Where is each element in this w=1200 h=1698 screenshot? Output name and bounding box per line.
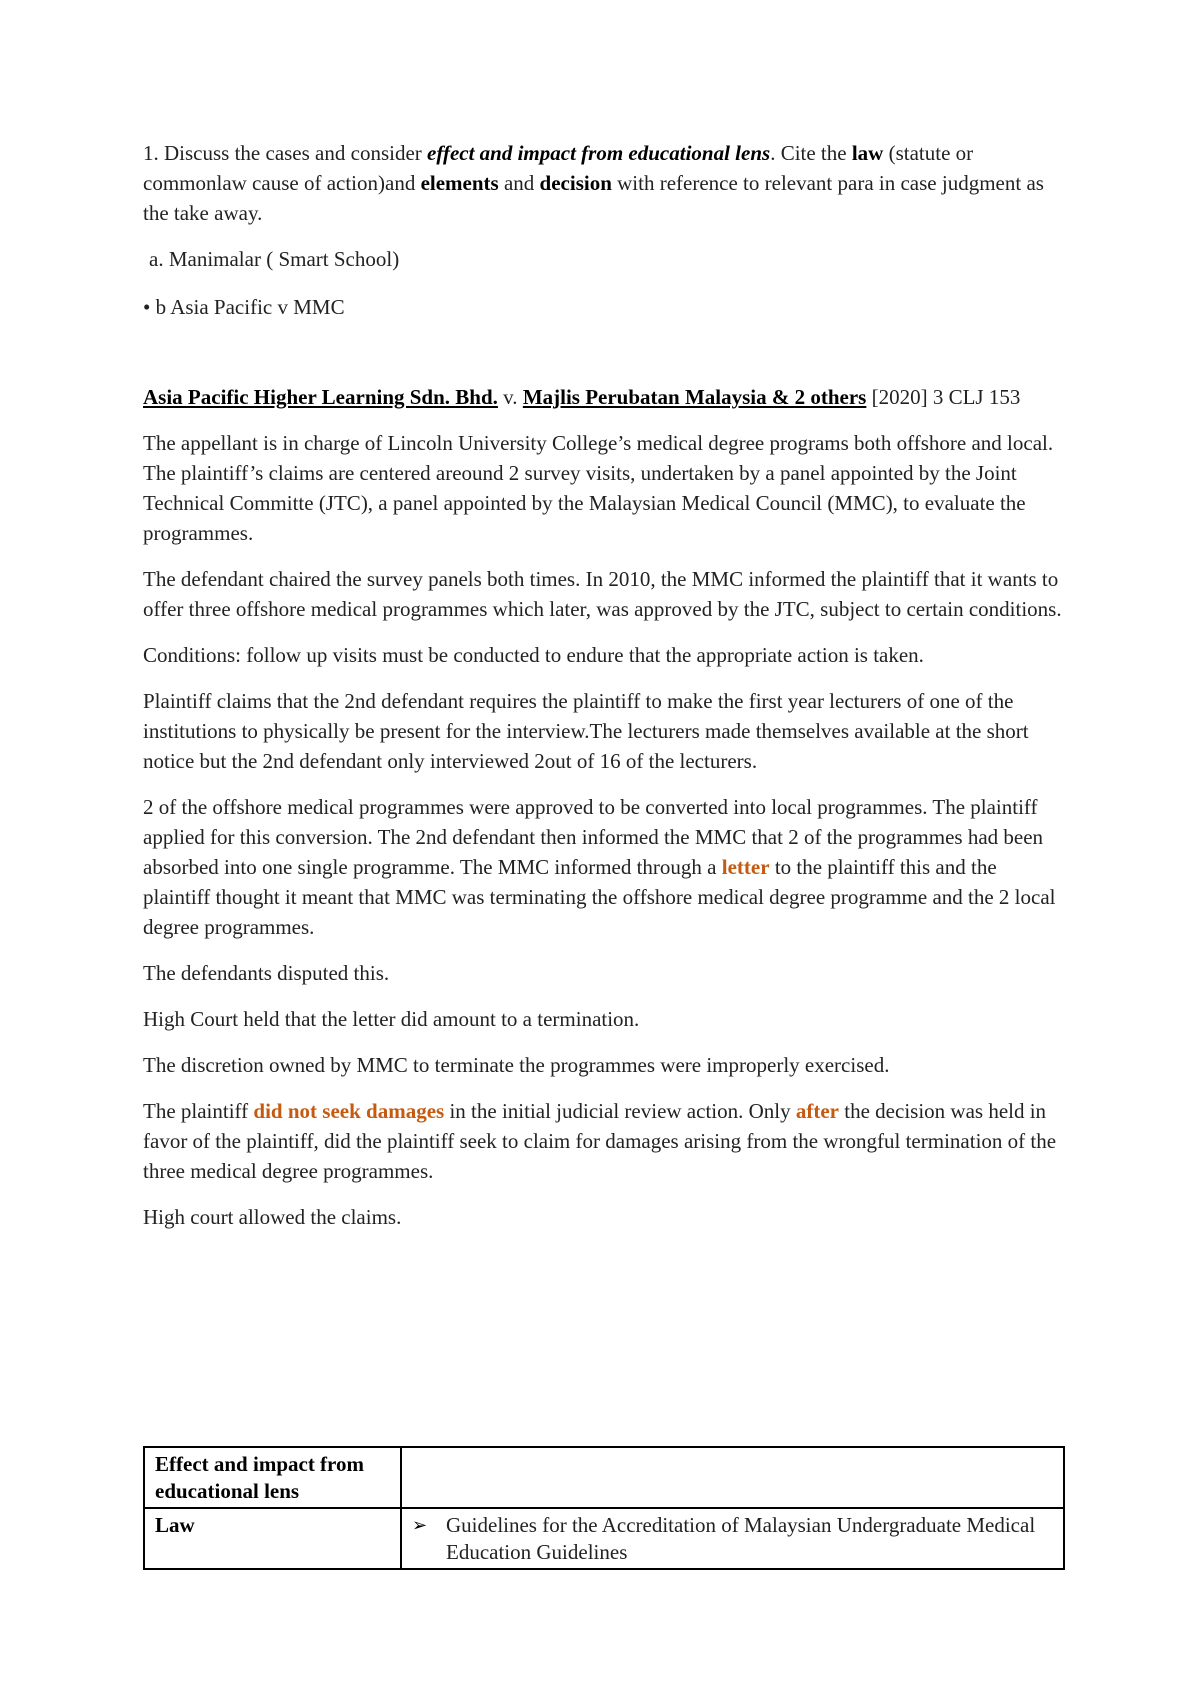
case-party-1: Asia Pacific Higher Learning Sdn. Bhd. — [143, 385, 498, 409]
table-label-effect: Effect and impact from educational lens — [144, 1447, 401, 1508]
question-paragraph: 1. Discuss the cases and consider effect and impact from educational lens. Cite the law (statute or commonlaw cause of action)and elements and decision with reference to relevant para in case judgment as the take away. — [143, 141, 1044, 225]
decision-keyword: decision — [539, 171, 612, 195]
table-row — [144, 1508, 1064, 1569]
paragraph-9: The plaintiff did not seek damages in the initial judicial review action. Only after the decision was held in favor of the plaintiff, did the plaintiff seek to claim for damages arising from the wrongful termination of the three medical degree programmes. — [143, 1099, 1057, 1183]
paragraph-1: The appellant is in charge of Lincoln University College’s medical degree programs both offshore and local. The plaintiff’s claims are centered areound 2 survey visits, undertaken by a panel appointed by the Joint Technical Committe (JTC), a panel appointed by the Malaysian Medical Council (MMC), to evaluate the programmes. — [143, 431, 1054, 545]
highlight-letter: letter — [721, 855, 770, 879]
case-citation: [2020] 3 CLJ 153 — [866, 385, 1021, 409]
paragraph-2: The defendant chaired the survey panels both times. In 2010, the MMC informed the plaintiff that it wants to offer three offshore medical programmes which later, was approved by the JTC, subject to certain conditions. — [143, 567, 1062, 621]
case-heading: Asia Pacific Higher Learning Sdn. Bhd. v. Majlis Perubatan Malaysia & 2 others [2020] 3 CLJ 153 — [143, 385, 1021, 409]
document-body — [143, 138, 1068, 1248]
bullet-item — [412, 1512, 1055, 1566]
spacer — [143, 340, 1068, 382]
table-value-effect — [401, 1447, 1064, 1508]
table-value-law — [401, 1508, 1064, 1569]
list-item-b: • b Asia Pacific v MMC — [143, 295, 345, 319]
paragraph-4: Plaintiff claims that the 2nd defendant requires the plaintiff to make the first year lecturers of one of the institutions to physically be present for the interview.The lecturers made themselves available at the short notice but the 2nd defendant only interviewed 2out of 16 of the lecturers. — [143, 689, 1029, 773]
bullet-text: Guidelines for the Accreditation of Malaysian Undergraduate Medical Education Guidelines — [446, 1513, 1036, 1564]
paragraph-6: The defendants disputed this. — [143, 961, 390, 985]
paragraph-5: 2 of the offshore medical programmes were approved to be converted into local programmes. The plaintiff applied for this conversion. The 2nd defendant then informed the MMC that 2 of the programmes had been absorbed into one single programme. The MMC informed through a letter to the plaintiff this and the plaintiff thought it meant that MMC was terminating the offshore medical degree programme and the 2 local degree programmes. — [143, 795, 1056, 939]
table-row — [144, 1447, 1064, 1508]
emphasis-text: effect and impact from educational lens — [427, 141, 771, 165]
highlight-after: after — [795, 1099, 840, 1123]
paragraph-3: Conditions: follow up visits must be conducted to endure that the appropriate action is taken. — [143, 643, 924, 667]
elements-keyword: elements — [420, 171, 499, 195]
case-party-2: Majlis Perubatan Malaysia & 2 others — [522, 385, 867, 409]
highlight-did-not-seek-damages: did not seek damages — [253, 1099, 445, 1123]
arrow-bullet-icon: ➢ — [412, 1515, 428, 1536]
paragraph-10: High court allowed the claims. — [143, 1205, 402, 1229]
paragraph-8: The discretion owned by MMC to terminate the programmes were improperly exercised. — [143, 1053, 890, 1077]
paragraph-7: High Court held that the letter did amount to a termination. — [143, 1007, 640, 1031]
law-keyword: law — [851, 141, 884, 165]
summary-table — [143, 1446, 1065, 1570]
table-label-law: Law — [144, 1508, 401, 1569]
list-item-a: a. Manimalar ( Smart School) — [149, 247, 400, 271]
